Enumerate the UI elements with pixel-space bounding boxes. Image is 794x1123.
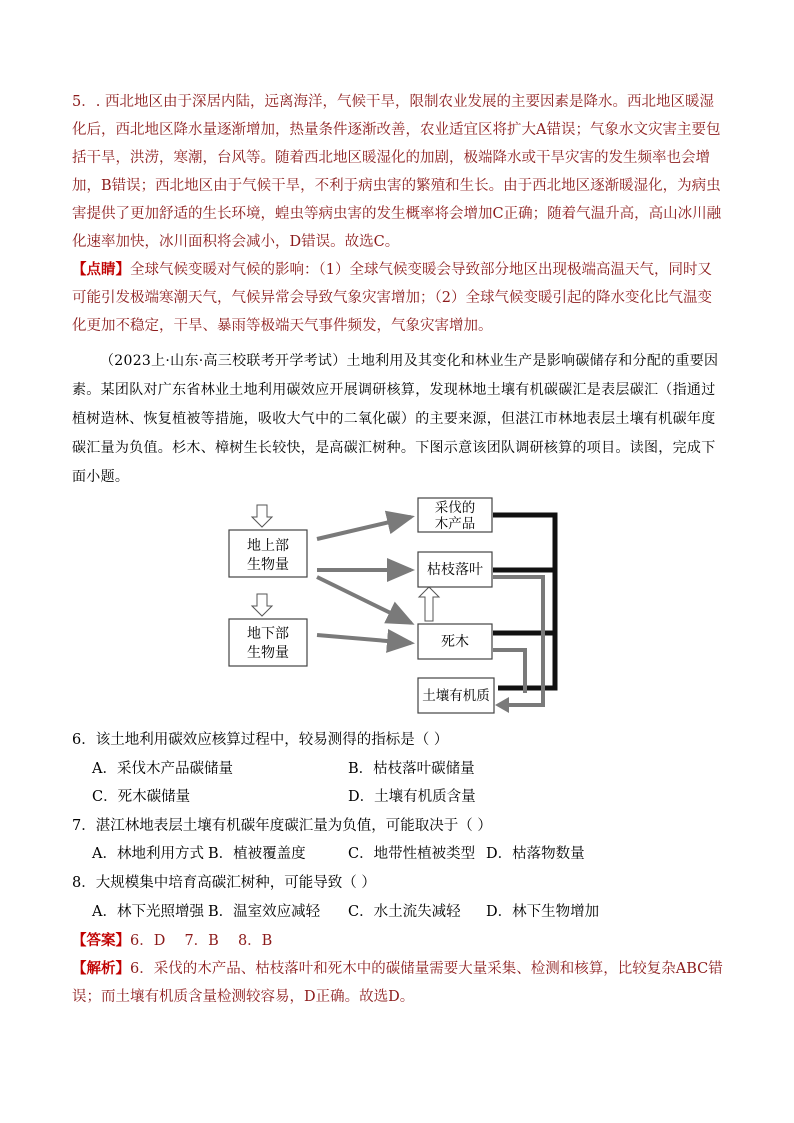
q7-option-d: D．枯落物数量 <box>486 846 585 862</box>
box-harvested-wood-line1: 采伐的 <box>434 500 476 516</box>
q6-option-c: C．死木碳储量 <box>92 789 191 805</box>
box-deadwood-label: 死木 <box>441 634 469 650</box>
dianjing-block <box>72 256 724 340</box>
box-harvested-wood-line2: 木产品 <box>434 516 476 532</box>
arrow-deadwood-to-litter <box>419 587 439 621</box>
dianjing-tag: 【点睛】 <box>72 261 130 278</box>
analysis-text: 6．采伐的木产品、枯枝落叶和死木中的碳储量需要大量采集、检测和核算，比较复杂ABC错误；而土壤有机质含量检测较容易，D正确。故选D。 <box>72 961 723 1005</box>
q8-option-d: D．林下生物增加 <box>486 904 600 920</box>
q7-option-c: C．地带性植被类型 <box>348 846 476 862</box>
arrow-below-to-deadwood <box>317 635 411 643</box>
box-soil-organic-label: 土壤有机质 <box>422 688 490 704</box>
box-below-ground-line2: 生物量 <box>247 645 289 661</box>
q8-option-b: B．温室效应减轻 <box>208 904 321 920</box>
q5-explanation: 5．. 西北地区由于深居内陆，远离海洋，气候干旱，限制农业发展的主要因素是降水。西北地区暖湿化后，西北地区降水量逐渐增加，热量条件逐渐改善，农业适宜区将扩大A错误；气象水文灾害主要包括干旱，洪涝，寒潮，台风等。随着西北地区暖湿化的加剧，极端降水或干旱灾害的发生频率也会增加，B错误；西北地区由于气候干旱，不利于病虫害的繁殖和生长。由于西北地区逐渐暖湿化，为病虫害提供了更加舒适的生长环境，蝗虫等病虫害的发生概率将会增加C正确；随着气温升高，高山冰川融化速率加快，冰川面积将会减小，D错误。故选C。 <box>72 94 722 250</box>
arrow-to-wood <box>317 517 411 539</box>
down-arrow-top <box>252 505 272 527</box>
dianjing-text: 全球气候变暖对气候的影响：（1）全球气候变暖会导致部分地区出现极端高温天气，同时又可能引发极端寒潮天气，气候异常会导致气象灾害增加；（2）全球气候变暖引起的降水变化比气温变化更加不稳定，干旱、暴雨等极端天气事件频发，气象灾害增加。 <box>72 262 712 334</box>
box-above-ground-line1: 地上部 <box>247 538 289 554</box>
question-intro: （2023上·山东·高三校联考开学考试）土地利用及其变化和林业生产是影响碳储存和分配的重要因素。某团队对广东省林业土地利用碳效应开展调研核算，发现林地土壤有机碳碳汇是表层碳汇（指通过植树造林、恢复植被等措施，吸收大气中的二氧化碳）的主要来源，但湛江市林地表层土壤有机碳年度碳汇量为负值。杉木、樟树生长较快，是高碳汇树种。下图示意该团队调研核算的项目。读图，完成下面小题。 <box>72 353 719 485</box>
answer-text: 6．D 7．B 8．B <box>130 933 273 949</box>
gray-arrowhead-soil <box>495 697 509 713</box>
carbon-flow-diagram <box>225 495 570 720</box>
q6-option-d: D．土壤有机质含量 <box>348 789 476 805</box>
q7-option-a: A．林地利用方式 <box>92 846 204 862</box>
q7-option-b: B．植被覆盖度 <box>208 846 306 862</box>
box-litter-label: 枯枝落叶 <box>427 562 483 578</box>
box-above-ground-line2: 生物量 <box>247 557 289 573</box>
q7-stem: 7．湛江林地表层土壤有机碳年度碳汇量为负值，可能取决于（ ） <box>72 818 492 834</box>
q6-option-b: B．枯枝落叶碳储量 <box>348 761 475 777</box>
analysis-tag: 【解析】 <box>72 960 130 977</box>
box-below-ground-line1: 地下部 <box>247 626 289 642</box>
q6-stem: 6．该土地利用碳效应核算过程中，较易测得的指标是（ ） <box>72 732 449 748</box>
answer-tag: 【答案】 <box>72 932 130 949</box>
q6-option-a: A．采伐木产品碳储量 <box>92 761 233 777</box>
q8-stem: 8．大规模集中培育高碳汇树种，可能导致（ ） <box>72 875 376 891</box>
down-arrow-middle <box>252 594 272 616</box>
arrow-above-to-deadwood <box>317 577 411 623</box>
q8-option-a: A．林下光照增强 <box>92 904 204 920</box>
q8-option-c: C．水土流失减轻 <box>348 904 461 920</box>
analysis-block <box>72 955 724 1011</box>
answer-line <box>72 927 272 955</box>
